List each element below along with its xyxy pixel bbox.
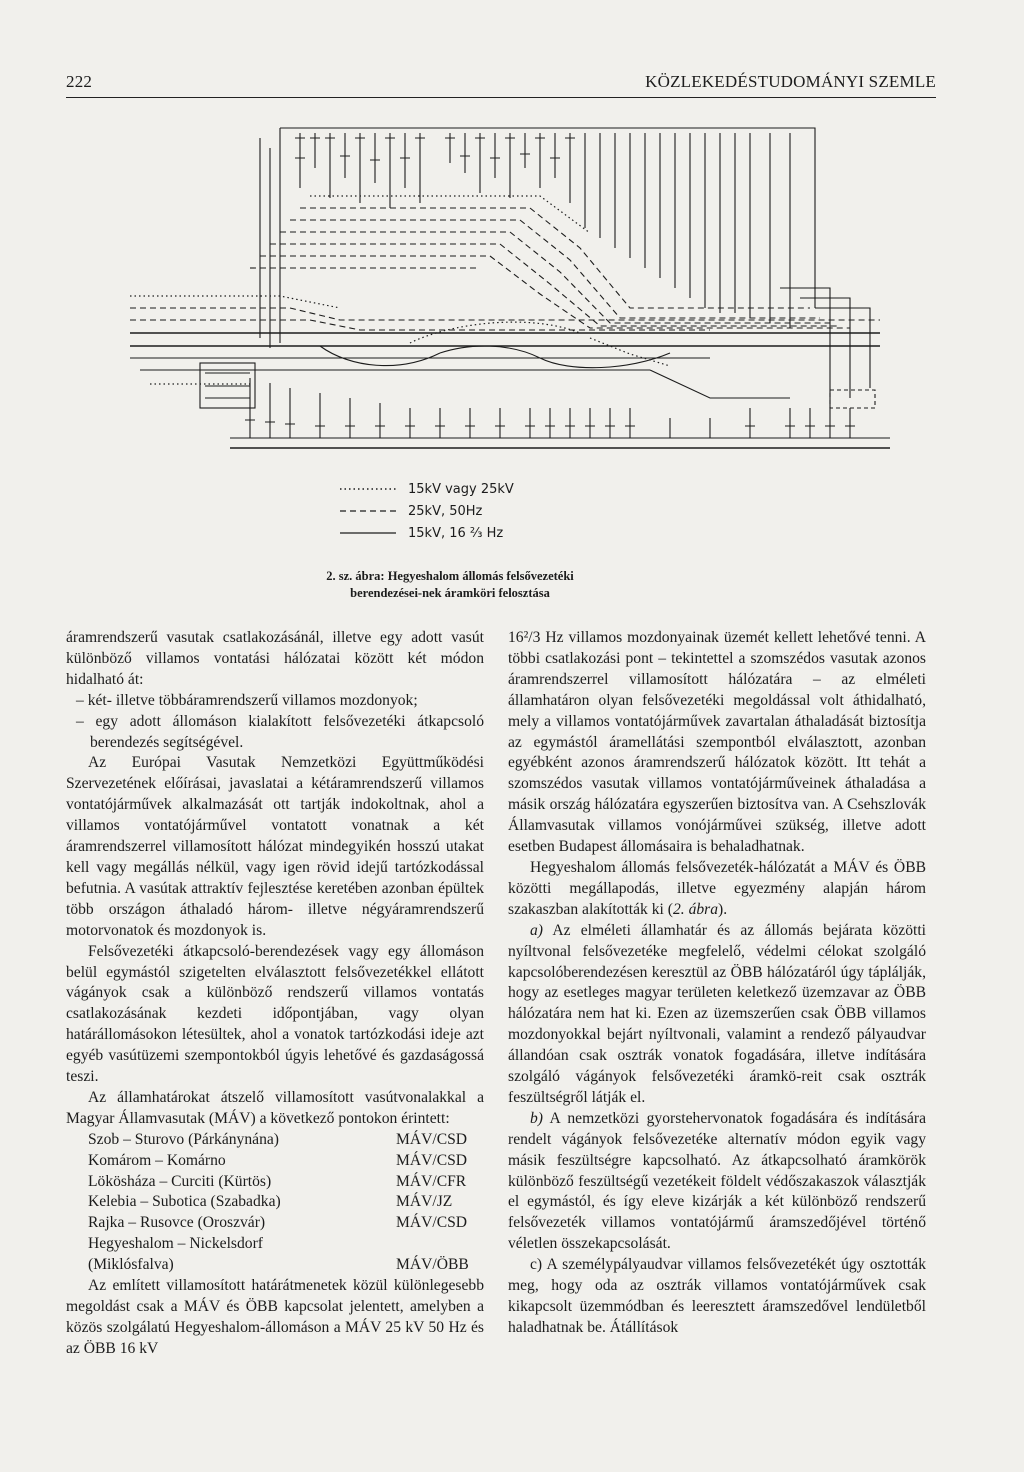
paragraph	[508, 1255, 926, 1339]
paragraph-text: A személypályaudvar villamos felsővezetékét úgy osztották meg, hogy oda az osztrák villamos vontatójárművek csak kikapcsolt üzemmódban és leeresztett áramszedővel lendületből haladhatnak be. Átállítások	[508, 1256, 926, 1336]
dotted-line-symbol	[340, 484, 396, 494]
item-label: a)	[530, 921, 543, 939]
track-layout-diagram	[110, 108, 900, 468]
station-row	[66, 1172, 484, 1193]
legend-label: 15kV, 16 ⅔ Hz	[408, 525, 504, 541]
solid-line-symbol	[340, 528, 396, 538]
paragraph: Az Európai Vasutak Nemzetközi Együttműködési Szervezetének előírásai, javaslatai a kétáramrendszerű villamos vontatójárművek alkalmazását ott tartják indokoltnak, ahol a villamos vontatójárművel vontatott vonatnak a két áramrendszerrel villamosított hálózat mindegyikén hosszú utakat kell vagy megállás nélkül, vagy igen rövid idejű tartózkodással befutnia. A vasútak attraktív fejlesztése keretében azonban épültek több országon áthaladó három- illetve négyáramrendszerű motorvonatok és mozdonyok is.	[66, 754, 484, 939]
figure-caption	[290, 568, 610, 602]
paragraph-text: Hz villamos mozdonyainak üzemét kellett lehetővé tenni. A többi csatlakozási pont – tekintettel a szomszédos vasutak azonos áramrendszerrel villamosított hálózatára – az elméleti államhatáron olyan felsővezetéki megoldással volt áthidalható, mely a villamos vontatójárművek zavartalan áthaladását biztosítja az egymástól áramellátási szempontból elválasztott, azonban egyébként azonos áramrendszerű hálózatok között. Itt tehát a szomszédos vasutak villamos vontatójárműveinek áthaladása a másik ország hálózatára egyszerűen biztosítva van. A Csehszlovák Államvasutak villamos vonójárművei szükség, illetve adott esetben Budapest állomásaira is behaladhatnak.	[508, 629, 926, 856]
station-name: Szob – Sturovo (Párkánynána)	[88, 1130, 279, 1148]
right-column	[508, 628, 926, 1339]
paragraph	[508, 1109, 926, 1255]
paragraph	[508, 628, 926, 858]
list-item: – egy adott állomáson kialakított felsővezetéki átkapcsoló berendezés segítségével.	[76, 712, 484, 751]
legend-item-dotted	[340, 478, 640, 500]
paragraph	[508, 858, 926, 921]
railway-codes: MÁV/CSD	[396, 1214, 468, 1232]
legend-item-solid	[340, 522, 640, 544]
item-label: c)	[530, 1256, 543, 1274]
paragraph-text: A nemzetközi gyorstehervonatok fogadására és indítására rendelt vágányok felsővezetéke alternatív módon egyik vagy másik feszültségre kapcsolható. Az átkapcsolható áramkörök különböző feszültségű vezetékeit földelt védőszakaszok választják el egymástól, és így eleve kizárják a két különböző rendszerű felsővezeték villamos vontatójármű áramszedőjével történő véletlen összekapcsolását.	[508, 1109, 926, 1253]
railway-codes: MÁV/CSD	[396, 1151, 468, 1169]
paragraph: áramrendszerű vasutak csatlakozásánál, illetve egy adott vasút különböző villamos vontatási hálózatai között két módon hidalható át:	[66, 629, 484, 688]
figure-reference: 2. ábra	[672, 900, 719, 918]
station-name-continued: (Miklósfalva)	[88, 1256, 174, 1274]
railway-codes: MÁV/CSD	[396, 1130, 468, 1148]
station-row	[66, 1213, 484, 1234]
running-header	[66, 72, 936, 98]
station-row	[66, 1255, 484, 1276]
station-name: Kelebia – Subotica (Szabadka)	[88, 1193, 281, 1211]
railway-codes: MÁV/JZ	[396, 1193, 453, 1211]
station-name: Lökösháza – Curciti (Kürtös)	[88, 1172, 272, 1190]
journal-title: KÖZLEKEDÉSTUDOMÁNYI SZEMLE	[645, 72, 936, 91]
paragraph: Az államhatárokat átszelő villamosított vasútvonalakkal a Magyar Államvasutak (MÁV) a következő pontokon érintett:	[66, 1088, 484, 1127]
caption-number: 2. sz. ábra:	[326, 569, 385, 583]
left-column	[66, 628, 484, 1360]
paragraph-text: Az elméleti államhatár és az állomás bejárata közötti nyíltvonal felsővezetéke megfelelő, védelmi célokat szolgáló kapcsolóberendezésen keresztül az ÖBB hálózatáról úgy táplálják, hogy az esetleges magyar területen keletkező üzemzavar az ÖBB hálózatára nem hat ki. Ezen az üzemszerűen csak ÖBB villamos mozdonyokkal bejárt nyíltvonali, valamint a rendező pályaudvar állandóan csak osztrák vonatok fogadására, illetve indítására szolgáló vágányok felsővezetéki áramkö-reit csak osztrák feszültségről látják el.	[508, 921, 926, 1106]
station-row	[66, 1130, 484, 1151]
paragraph-text: Hegyeshalom állomás felsővezeték-hálózatát a MÁV és ÖBB közötti megállapodás, illetve egyezmény alapján három szakaszban alakították ki (	[508, 858, 926, 918]
paragraph	[508, 921, 926, 1109]
paragraph: Az említett villamosított határátmenetek közül különlegesebb megoldást csak a MÁV és ÖBB kapcsolat jelentett, amelyben a közös szolgálatú Hegyeshalom-állomáson a MÁV 25 kV 50 Hz és az ÖBB 16 kV	[66, 1277, 484, 1357]
station-name: Komárom – Komárno	[88, 1151, 226, 1169]
station-row	[66, 1234, 484, 1255]
railway-codes: MÁV/ÖBB	[396, 1256, 469, 1274]
track-diagram-svg	[110, 108, 900, 468]
station-list	[66, 1130, 484, 1276]
caption-text: Hegyeshalom állomás felsővezetéki berendezései-nek áramköri felosztása	[350, 569, 574, 600]
frequency-value: 16²/3	[508, 629, 541, 646]
dashed-line-symbol	[340, 506, 396, 516]
list-item: – két- illetve többáramrendszerű villamos mozdonyok;	[76, 691, 418, 709]
station-row	[66, 1151, 484, 1172]
station-name: Rajka – Rusovce (Oroszvár)	[88, 1214, 266, 1232]
page-number: 222	[66, 72, 93, 91]
station-name: Hegyeshalom – Nickelsdorf	[88, 1235, 263, 1253]
station-row	[66, 1192, 484, 1213]
legend-label: 25kV, 50Hz	[408, 503, 483, 519]
figure-legend	[340, 478, 640, 544]
header-rule	[66, 97, 936, 98]
railway-codes: MÁV/CFR	[396, 1172, 467, 1190]
legend-item-dashed	[340, 500, 640, 522]
item-label: b)	[530, 1109, 543, 1127]
legend-label: 15kV vagy 25kV	[408, 481, 514, 497]
paragraph: Felsővezetéki átkapcsoló-berendezések vagy egy állomáson belül egymástól szigetelten elválasztott felsővezetékkel ellátott vágányok csak a különböző rendszerű villamos vontatás csatlakozásának kezdeti időpontjában, vagy olyan határállomásokon létesültek, ahol a vonatok tartózkodási ideje azt egyéb vasútüzemi szempontokból úgyis lehetővé és gazdaságossá teszi.	[66, 942, 484, 1086]
paragraph-text: ).	[718, 900, 728, 918]
